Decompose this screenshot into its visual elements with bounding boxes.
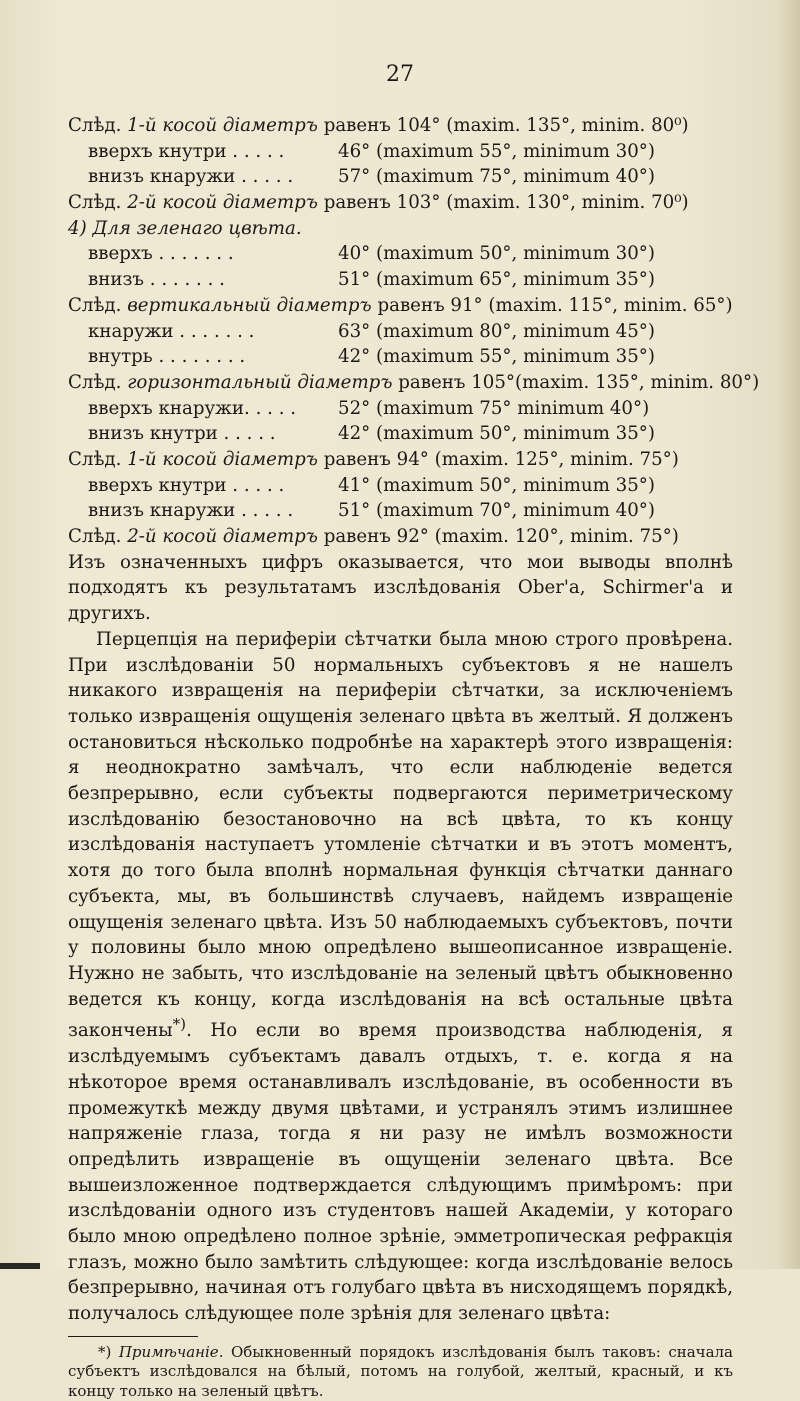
measurement-row: внизъ кнутри . . . . . 42° (maximum 50°, minimum 35°) [88, 423, 655, 445]
measurement-row: внизъ кнаружи . . . . . 51° (maximum 70°, minimum 40°) [88, 500, 655, 522]
measurement-row: внизъ . . . . . . . 51° (maximum 65°, minimum 35°) [88, 269, 655, 291]
result-line: Слѣд. 2-й косой діаметръ равенъ 92° (maxim. 120°, minim. 75°) [68, 526, 679, 547]
measurement-row: вверхъ кнаружи. . . . . 52° (maximum 75° minimum 40°) [88, 397, 650, 419]
result-line: Слѣд. 1-й косой діаметръ равенъ 94° (maxim. 125°, minim. 75°) [68, 448, 679, 470]
section-heading: 4) Для зеленаго цвѣта. [68, 217, 302, 239]
result-line: Слѣд. 2-й косой діаметръ равенъ 103° (maxim. 130°, minim. 70⁰) [68, 192, 689, 214]
page-content [68, 113, 760, 1401]
footnote-divider [68, 1336, 198, 1343]
measurement-row: кнаружи . . . . . . . 63° (maximum 80°, minimum 45°) [88, 320, 655, 342]
result-line: Слѣд. вертикальный діаметръ равенъ 91° (maxim. 115°, minim. 65°) [68, 294, 733, 316]
measurement-row: внутрь . . . . . . . . 42° (maximum 55°, minimum 35°) [88, 346, 655, 368]
footnote-reference: *) [172, 1015, 187, 1034]
measurement-row: вверхъ кнутри . . . . . 46° (maximum 55°, minimum 30°) [88, 140, 655, 162]
result-line: Слѣд. 1-й косой діаметръ равенъ 104° (maxim. 135°, minim. 80⁰) [68, 115, 689, 136]
paragraph-perception: Перцепція на периферіи сѣтчатки была мною строго провѣрена. При изслѣдованіи 50 нормальныхъ субъектовъ я не нашелъ никакого извращенія на периферіи сѣтчатки, за исключеніемъ только извращенія ощущенія зеленаго цвѣта въ желтый. Я долженъ остановиться нѣсколько подробнѣе на характерѣ этого извращенія: я неоднократно замѣчалъ, что если наблюденіе ведется безпрерывно, если субъекты подвергаются периметрическому изслѣдованію безостановочно на всѣ цвѣта, то къ концу изслѣдованія наступаетъ утомленіе сѣтчатки и въ этотъ моментъ, хотя до того была вполнѣ нормальная функція сѣтчатки даннаго субъекта, мы, въ большинствѣ случаевъ, найдемъ извращеніе ощущенія зеленаго цвѣта. Изъ 50 наблюдаемыхъ субъектовъ, почти у половины было мною опредѣлено вышеописанное извращеніе. Нужно не забыть, что изслѣдованіе на зеленый цвѣтъ обыкновенно ведется къ концу, когда изслѣдованія на всѣ остальные цвѣта закончены*). Но если во время производства наблюденія, я изслѣдуемымъ субъектамъ давалъ отдыхъ, т. е. когда я на нѣкоторое время останавливалъ изслѣдованіе, въ особенности въ промежуткѣ между двумя цвѣтами, и устранялъ этимъ излишнее напряженіе глаза, тогда я ни разу не имѣлъ возможности опредѣлить извращеніе въ ощущеніи зеленаго цвѣта. Все вышеизложенное подтверждается слѣдующимъ примѣромъ: при изслѣдованіи одного изъ студентовъ нашей Академіи, у котораго было мною опредѣлено полное зрѣніе, эмметропическая рефракція глазъ, можно было замѣтить слѣдующее: когда изслѣдованіе велось безпрерывно, начиная отъ голубаго цвѣта въ нисходящемъ порядкѣ, получалось слѣдующее поле зрѣнія для зеленаго цвѣта: [68, 628, 733, 1325]
page-number: 27 [386, 62, 414, 87]
measurement-row: внизъ кнаружи . . . . . 57° (maximum 75°, minimum 40°) [88, 166, 655, 188]
footnote: *) Примѣчаніе. Обыкновенный порядокъ изслѣдованія былъ таковъ: сначала субъектъ изслѣдовался на бѣлый, потомъ на голубой, желтый, красный, и къ концу только на зеленый цвѣтъ. [68, 1342, 733, 1400]
measurement-row: вверхъ . . . . . . . 40° (maximum 50°, minimum 30°) [88, 243, 655, 265]
page-edge-shadow [778, 0, 800, 1269]
page-corner-mark [0, 1263, 40, 1269]
result-line: Слѣд. горизонтальный діаметръ равенъ 105°(maxim. 135°, minim. 80°) [68, 371, 760, 393]
measurement-row: вверхъ кнутри . . . . . 41° (maximum 50°, minimum 35°) [88, 474, 655, 496]
paragraph-conclusion: Изъ означенныхъ цифръ оказывается, что мои выводы вполнѣ подходятъ къ результатамъ изслѣдованія Ober'а, Schirmer'а и другихъ. [68, 551, 733, 625]
